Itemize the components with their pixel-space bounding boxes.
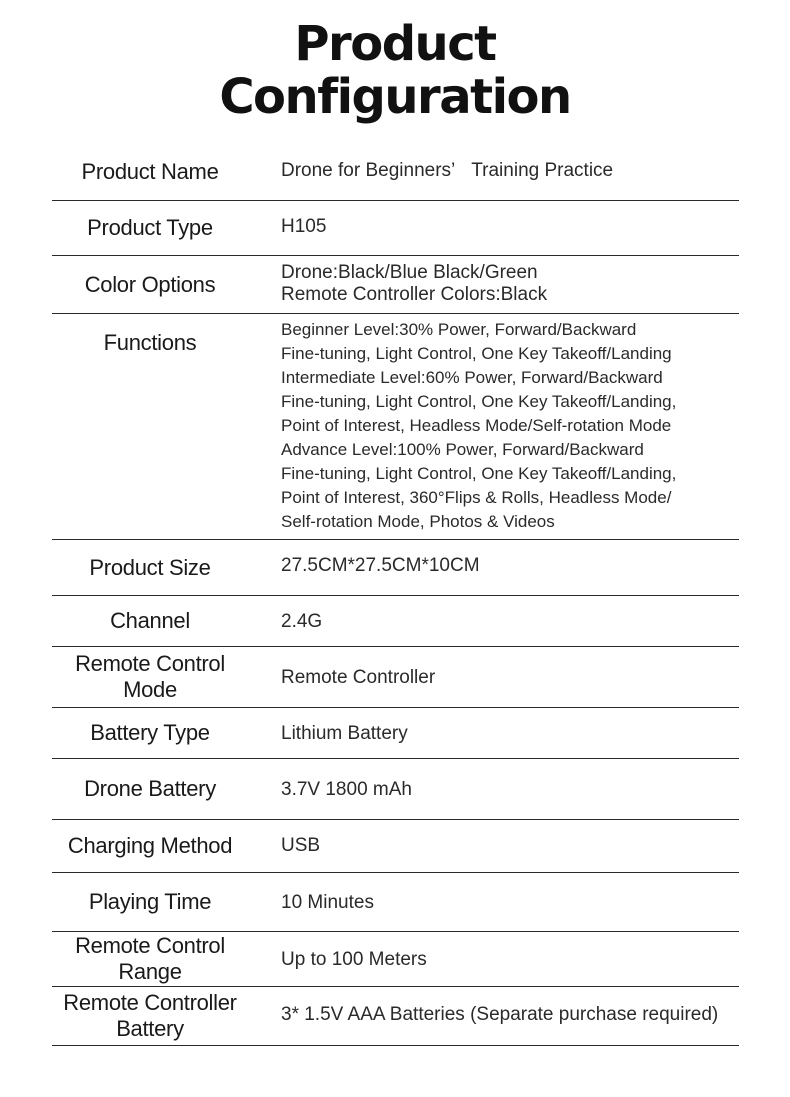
spec-value-line: Remote Controller Colors:Black — [281, 284, 548, 305]
spec-value-line: 3.7V 1800 mAh — [281, 779, 412, 800]
spec-label: Product Size — [89, 554, 211, 580]
spec-value-part: Training Practice — [471, 160, 614, 181]
spec-row-product-name — [52, 144, 739, 201]
page-title — [0, 18, 790, 124]
spec-value-line: H105 — [281, 216, 327, 237]
spec-row-remote-control-mode — [52, 647, 739, 708]
spec-value — [281, 667, 739, 689]
spec-label: Product Name — [81, 159, 219, 184]
spec-value — [281, 723, 739, 745]
spec-label — [52, 651, 248, 703]
spec-label: Product Type — [87, 215, 213, 240]
spec-value-line: Point of Interest, Headless Mode/Self-rotation Mode — [281, 416, 672, 435]
spec-row-channel — [52, 596, 739, 647]
spec-value — [281, 216, 739, 238]
spec-row-product-type — [52, 201, 739, 256]
spec-value — [281, 160, 739, 182]
spec-label: Drone Battery — [84, 776, 216, 801]
spec-value-part: Drone for Beginners’ — [281, 160, 456, 181]
spec-label-line: Mode — [123, 677, 177, 702]
spec-label-line: Range — [118, 959, 182, 984]
spec-label: Color Options — [84, 271, 216, 297]
spec-value-line: Remote Controller — [281, 667, 436, 688]
spec-value — [281, 318, 739, 534]
spec-table — [52, 144, 739, 1046]
spec-label — [52, 933, 248, 985]
spec-row-remote-controller-battery — [52, 987, 739, 1046]
spec-value — [281, 555, 739, 577]
spec-value-line: Lithium Battery — [281, 723, 408, 744]
spec-value-line: 2.4G — [281, 611, 323, 632]
spec-value-line: Up to 100 Meters — [281, 949, 427, 970]
spec-value — [281, 949, 739, 971]
spec-value-line: Self-rotation Mode, Photos & Videos — [281, 512, 555, 531]
spec-label-line: Remote Controller — [63, 990, 237, 1015]
spec-row-functions — [52, 314, 739, 540]
spec-value — [281, 611, 739, 633]
spec-value-line: Point of Interest, 360°Flips & Rolls, Headless Mode/ — [281, 488, 672, 507]
spec-row-product-size — [52, 540, 739, 596]
spec-label: Playing Time — [88, 889, 212, 914]
spec-value-line: Fine-tuning, Light Control, One Key Takeoff/Landing — [281, 344, 672, 363]
spec-label: Channel — [110, 608, 190, 633]
spec-value — [281, 262, 739, 306]
spec-value-line: Fine-tuning, Light Control, One Key Takeoff/Landing, — [281, 464, 677, 483]
spec-value-line: Advance Level:100% Power, Forward/Backward — [281, 440, 644, 459]
spec-row-drone-battery — [52, 759, 739, 820]
spec-label — [52, 990, 248, 1042]
spec-label: Charging Method — [67, 833, 233, 858]
spec-value — [281, 835, 739, 857]
spec-value-line: Beginner Level:30% Power, Forward/Backward — [281, 320, 637, 339]
spec-label-line: Remote Control — [75, 651, 225, 676]
page-title-line-2: Configuration — [219, 69, 571, 125]
spec-value — [281, 779, 739, 801]
page-title-line-1: Product — [294, 16, 496, 72]
spec-value-line: Drone:Black/Blue Black/Green — [281, 262, 538, 283]
spec-value-line: Intermediate Level:60% Power, Forward/Backward — [281, 368, 663, 387]
spec-label-line: Remote Control — [75, 933, 225, 958]
spec-row-playing-time — [52, 873, 739, 932]
spec-value — [281, 892, 739, 914]
spec-row-battery-type — [52, 708, 739, 759]
spec-value-line: USB — [281, 835, 321, 856]
spec-row-remote-control-range — [52, 932, 739, 987]
spec-label: Battery Type — [90, 720, 210, 745]
spec-label-line: Battery — [116, 1016, 184, 1041]
spec-value-line: Fine-tuning, Light Control, One Key Takeoff/Landing, — [281, 392, 677, 411]
spec-row-charging-method — [52, 820, 739, 873]
spec-value — [281, 1004, 739, 1026]
spec-value-line: 27.5CM*27.5CM*10CM — [281, 555, 480, 576]
spec-row-color-options — [52, 256, 739, 314]
spec-value-line: 10 Minutes — [281, 892, 374, 913]
spec-value-line: 3* 1.5V AAA Batteries (Separate purchase required) — [281, 1004, 719, 1025]
spec-label: Functions — [103, 330, 197, 355]
